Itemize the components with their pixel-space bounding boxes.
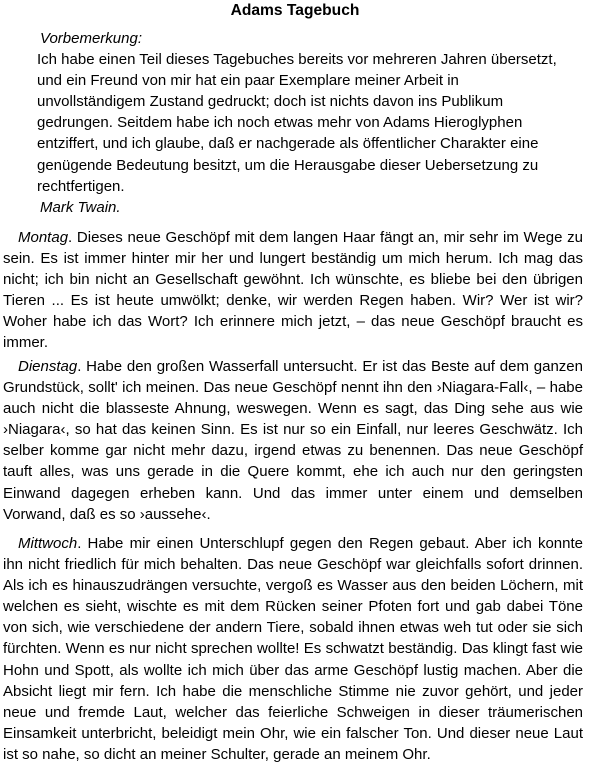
entry-text: . Habe den großen Wasserfall untersucht. Er ist das Beste auf dem ganzen Grundstück, sollt' ich meinen. Das neue Geschöpf nennt ihn den ›Niagara-Fall‹, – habe auch nicht die blasseste Ahnung, weswegen. Wenn es sagt, das Ding sehe aus wie ›Niagara‹, so hat das keinen Sinn. Es ist nur so ein Einfall, nur leeres Geschwätz. Ich selber komme gar nicht mehr dazu, irgend etwas zu benennen. Das neue Geschöpf tauft alles, was uns gerade in die Quere kommt, ehe ich auch nur den geringsten Einwand dagegen erheben kann. Und das immer unter einem und demselben Vorwand, daß es so ›aussehe‹. <box>3 358 583 523</box>
entry-day: Montag <box>18 229 69 246</box>
preface-signature: Mark Twain. <box>40 198 121 216</box>
entry-day: Mittwoch <box>18 535 78 552</box>
diary-entry-mittwoch <box>3 533 583 765</box>
entry-day: Dienstag <box>18 358 78 375</box>
preface-label: Vorbemerkung: <box>40 30 142 47</box>
page-title: Adams Tagebuch <box>230 2 360 19</box>
preface-text: Ich habe einen Teil dieses Tagebuches bereits vor mehreren Jahren übersetzt, und ein Freund von mir hat ein paar Exemplare meiner Arbeit in unvollständigem Zustand gedruckt; doch ist nichts davon ins Publikum gedrungen. Seitdem habe ich noch etwas mehr von Adams Hieroglyphen entziffert, und ich glaube, daß er nachgerade als öffentlicher Charakter eine genügende Bedeutung besitzt, um die Herausgabe dieser Uebersetzung zu rechtfertigen. <box>37 51 557 195</box>
entry-text: . Habe mir einen Unterschlupf gegen den Regen gebaut. Aber ich konnte ihn nicht friedlich für mich behalten. Das neue Geschöpf war gleichfalls sofort drinnen. Als ich es hinauszudrängen versuchte, vergoß es Wasser aus den beiden Löchern, mit welchen es sieht, wischte es mit dem Rücken seiner Pfoten fort und gab dabei Töne von sich, wie verschiedene der andern Tiere, sobald ihnen etwas weh tut oder sie sich fürchten. Wenn es nur nicht sprechen wollte! Es schwatzt beständig. Das klingt fast wie Hohn und Spott, als wollte ich mich über das arme Geschöpf lustig machen. Aber die Absicht liegt mir fern. Ich habe die menschliche Stimme nie zuvor gehört, und jeder neue und fremde Laut, welcher das feierliche Schweigen in dieser träumerischen Einsamkeit unterbricht, beleidigt mein Ohr, wie ein falscher Ton. Und dieser neue Laut ist so nahe, so dicht an meiner Schulter, gerade an meinem Ohr. <box>3 535 583 763</box>
diary-entry-montag <box>3 227 583 354</box>
preface <box>37 28 562 218</box>
diary-entry-dienstag <box>3 356 583 525</box>
entry-text: . Dieses neue Geschöpf mit dem langen Haar fängt an, mir sehr im Wege zu sein. Es ist immer hinter mir her und lungert beständig um mich herum. Ich mag das nicht; ich bin nicht an Gesellschaft gewöhnt. Ich wünschte, es bliebe bei den übrigen Tieren ... Es ist heute umwölkt; denke, wir werden Regen haben. Wir? Wer ist wir? Woher habe ich das Wort? Ich erinnere mich jetzt, – das neue Geschöpf braucht es immer. <box>3 229 583 352</box>
